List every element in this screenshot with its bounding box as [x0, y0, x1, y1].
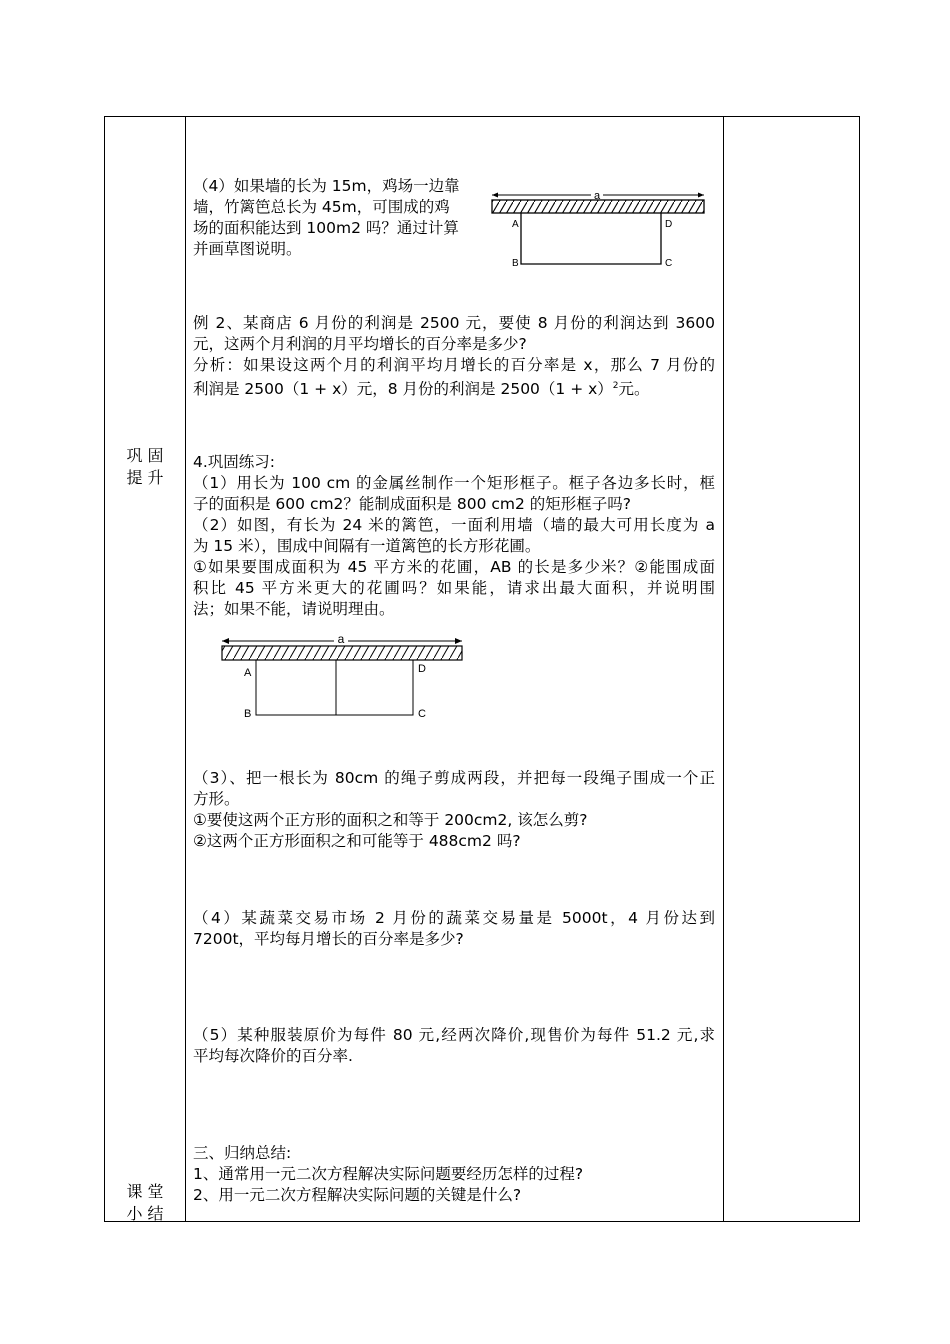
text-line: 墙，竹篱笆总长为 45m，可围成的鸡	[193, 198, 450, 216]
text-line: 2、用一元二次方程解决实际问题的关键是什么?	[193, 1186, 522, 1204]
text-line: 1、通常用一元二次方程解决实际问题要经历怎样的过程?	[193, 1165, 584, 1183]
label-consolidate	[105, 445, 185, 489]
label-A: A	[512, 219, 519, 230]
text-line: 7200t，平均每月增长的百分率是多少?	[193, 930, 464, 948]
text-line: （4）如果墙的长为 15m，鸡场一边靠	[193, 177, 460, 195]
label-a: a	[337, 632, 345, 646]
text-line: 方形。	[193, 790, 240, 808]
text-line: 平均每次降价的百分率.	[193, 1047, 353, 1065]
text-line: （5）某种服装原价为每件 80 元,经两次降价,现售价为每件 51.2 元,求	[193, 1026, 715, 1044]
label-line: 课 堂	[126, 1182, 164, 1201]
label-B: B	[512, 258, 519, 269]
section-title: 三、归纳总结:	[193, 1144, 292, 1162]
label-summary	[105, 1181, 185, 1225]
label-D: D	[418, 663, 426, 675]
fence-outline	[256, 660, 413, 715]
column-divider-right	[723, 117, 724, 1221]
text-line: 为 15 米），围成中间隔有一道篱笆的长方形花圃。	[193, 537, 541, 555]
label-B: B	[244, 708, 252, 720]
wall-figure-2	[218, 630, 468, 722]
q5-block	[193, 1025, 715, 1067]
q4-wall-block	[193, 176, 460, 260]
text-line: ①如果要围成面积为 45 平方米的花圃，AB 的长是多少米？②能围成面	[193, 558, 715, 576]
arrow-left-icon	[492, 193, 498, 198]
arrow-right-icon	[455, 638, 462, 644]
fence-outline	[521, 213, 661, 264]
summary-block	[193, 1143, 583, 1206]
wall-figure-1	[485, 190, 715, 272]
text-line: （3）、把一根长为 80cm 的绳子剪成两段，并把每一段绳子围成一个正	[193, 769, 715, 787]
arrow-right-icon	[698, 193, 704, 198]
text-line: 并画草图说明。	[193, 240, 302, 258]
text-line: 法；如果不能，请说明理由。	[193, 600, 395, 618]
text-line: 元，这两个月利润的月平均增长的百分率是多少?	[193, 335, 527, 353]
label-C: C	[665, 258, 673, 269]
label-line: 巩 固	[126, 446, 164, 465]
q4-veg-block	[193, 908, 715, 950]
example2-block	[193, 313, 715, 400]
text-line: 场的面积能达到 100m2 吗？通过计算	[193, 219, 459, 237]
text-line: （1）用长为 100 cm 的金属丝制作一个矩形框子。框子各边多长时，框	[193, 474, 715, 492]
label-line: 提 升	[126, 468, 164, 487]
text-line: （2）如图，有长为 24 米的篱笆，一面利用墙（墙的最大可用长度为 a	[193, 516, 715, 534]
text-line	[193, 376, 715, 400]
text-segment: 利润是 2500（1 + x）元，8 月份的利润是 2500（1 + x）	[193, 380, 613, 399]
exponent: 2	[612, 381, 619, 391]
label-A: A	[244, 667, 252, 679]
text-line: 积比 45 平方米更大的花圃吗？如果能，请求出最大面积，并说明围	[193, 579, 715, 597]
label-a: a	[593, 190, 601, 202]
text-line: ②这两个正方形面积之和可能等于 488cm2 吗?	[193, 832, 521, 850]
text-line: 例 2、某商店 6 月份的利润是 2500 元，要使 8 月份的利润达到 3600	[193, 314, 715, 332]
text-line: 子的面积是 600 cm2？能制成面积是 800 cm2 的矩形框子吗?	[193, 495, 631, 513]
label-D: D	[665, 219, 673, 230]
practice-block	[193, 452, 715, 620]
section-title: 4.巩固练习:	[193, 453, 276, 471]
text-line: （4）某蔬菜交易市场 2 月份的蔬菜交易量是 5000t，4 月份达到	[193, 909, 715, 927]
arrow-left-icon	[222, 638, 229, 644]
column-divider-left	[185, 117, 186, 1221]
label-line: 小 结	[126, 1204, 164, 1223]
label-C: C	[418, 708, 426, 720]
text-line: 分析：如果设这两个月的利润平均月增长的百分率是 x，那么 7 月份的	[193, 356, 715, 374]
q3-block	[193, 768, 715, 852]
wall-hatch	[222, 646, 462, 660]
text-segment: 元。	[618, 380, 650, 399]
text-line: ①要使这两个正方形的面积之和等于 200cm2, 该怎么剪?	[193, 811, 588, 829]
